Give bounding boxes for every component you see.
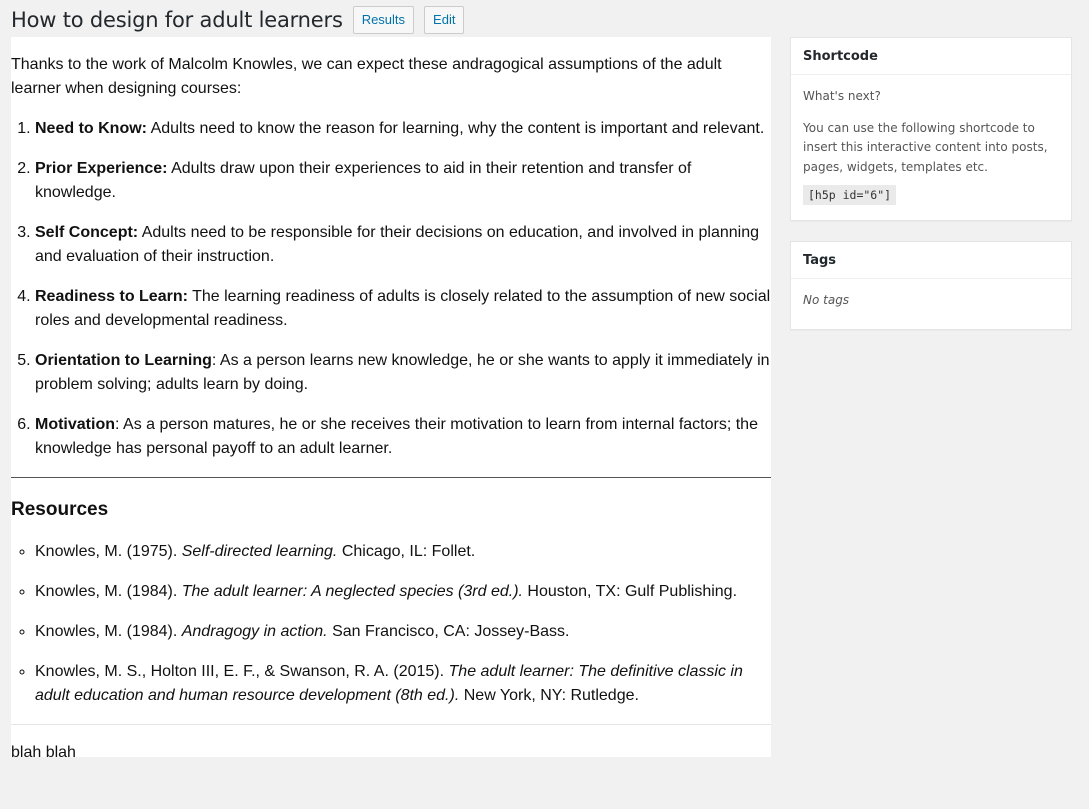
list-item — [35, 349, 771, 397]
reference-author: Knowles, M. (1984). — [35, 583, 178, 600]
tags-box — [790, 241, 1072, 330]
reference-title: Self-directed learning. — [181, 543, 338, 560]
assumption-term: Motivation — [35, 416, 115, 433]
tags-inside — [791, 279, 1071, 325]
results-button[interactable]: Results — [353, 6, 414, 34]
reference-publisher: New York, NY: Rutledge. — [463, 687, 639, 704]
reference-title: The adult learner: A neglected species (3rd ed.). — [181, 583, 523, 600]
list-item — [35, 580, 771, 604]
assumption-term: Readiness to Learn: — [35, 288, 188, 305]
assumptions-list — [11, 117, 771, 461]
reference-author: Knowles, M. S., Holton III, E. F., & Swanson, R. A. (2015). — [35, 663, 445, 680]
assumption-text: Adults need to know the reason for learning, why the content is important and relevant. — [150, 120, 765, 137]
page-title: How to design for adult learners — [11, 8, 343, 32]
reference-author: Knowles, M. (1975). — [35, 543, 178, 560]
section-divider — [11, 477, 771, 478]
no-tags-text: No tags — [803, 293, 850, 307]
assumption-term: Self Concept: — [35, 224, 139, 241]
assumption-term: Orientation to Learning — [35, 352, 212, 369]
shortcode-description: You can use the following shortcode to insert this interactive content into posts, pages, widgets, templates etc. — [803, 120, 1048, 174]
reference-publisher: Houston, TX: Gulf Publishing. — [527, 583, 738, 600]
assumption-separator: : — [115, 416, 124, 433]
assumption-term: Prior Experience: — [35, 160, 168, 177]
list-item — [35, 285, 771, 333]
resources-heading: Resources — [11, 499, 109, 520]
assumption-text: As a person matures, he or she receives their motivation to learn from internal factors; the knowledge has personal payoff to an adult learner. — [35, 416, 758, 457]
reference-title: Andragogy in action. — [181, 623, 328, 640]
shortcode-box — [790, 37, 1072, 221]
resources-list — [11, 540, 771, 708]
list-item — [35, 620, 771, 644]
whats-next-text: What's next? — [803, 89, 881, 103]
content-area — [11, 37, 771, 757]
shortcode-inside — [791, 75, 1071, 220]
reference-publisher: San Francisco, CA: Jossey-Bass. — [332, 623, 570, 640]
assumption-text: Adults need to be responsible for their decisions on education, and involved in planning and evaluation of their instruction. — [35, 224, 759, 265]
list-item — [35, 157, 771, 205]
shortcode-heading[interactable]: Shortcode — [791, 38, 1071, 75]
intro-paragraph: Thanks to the work of Malcolm Knowles, we can expect these andragogical assumptions of the adult learner when designing courses: — [11, 56, 722, 97]
assumption-separator: : — [211, 352, 220, 369]
list-item — [35, 221, 771, 269]
list-item — [35, 660, 771, 708]
page-header — [11, 4, 464, 36]
list-item — [35, 413, 771, 461]
tags-heading[interactable]: Tags — [791, 242, 1071, 279]
shortcode-code[interactable]: [h5p id="6"] — [803, 185, 896, 205]
assumption-text: As a person learns new knowledge, he or she wants to apply it immediately in problem solving; adults learn by doing. — [35, 352, 770, 393]
footer-divider — [11, 724, 771, 725]
reference-author: Knowles, M. (1984). — [35, 623, 178, 640]
assumption-text: The learning readiness of adults is closely related to the assumption of new social roles and developmental readiness. — [35, 288, 771, 329]
reference-publisher: Chicago, IL: Follet. — [341, 543, 476, 560]
footer-text: blah blah — [11, 744, 76, 757]
list-item — [35, 117, 771, 141]
reference-title: The adult learner: The definitive classic in adult education and human resource development (8th ed.). — [35, 663, 743, 704]
assumption-term: Need to Know: — [35, 120, 147, 137]
edit-button[interactable]: Edit — [424, 6, 464, 34]
list-item — [35, 540, 771, 564]
assumption-text: Adults draw upon their experiences to aid in their retention and transfer of knowledge. — [35, 160, 692, 201]
